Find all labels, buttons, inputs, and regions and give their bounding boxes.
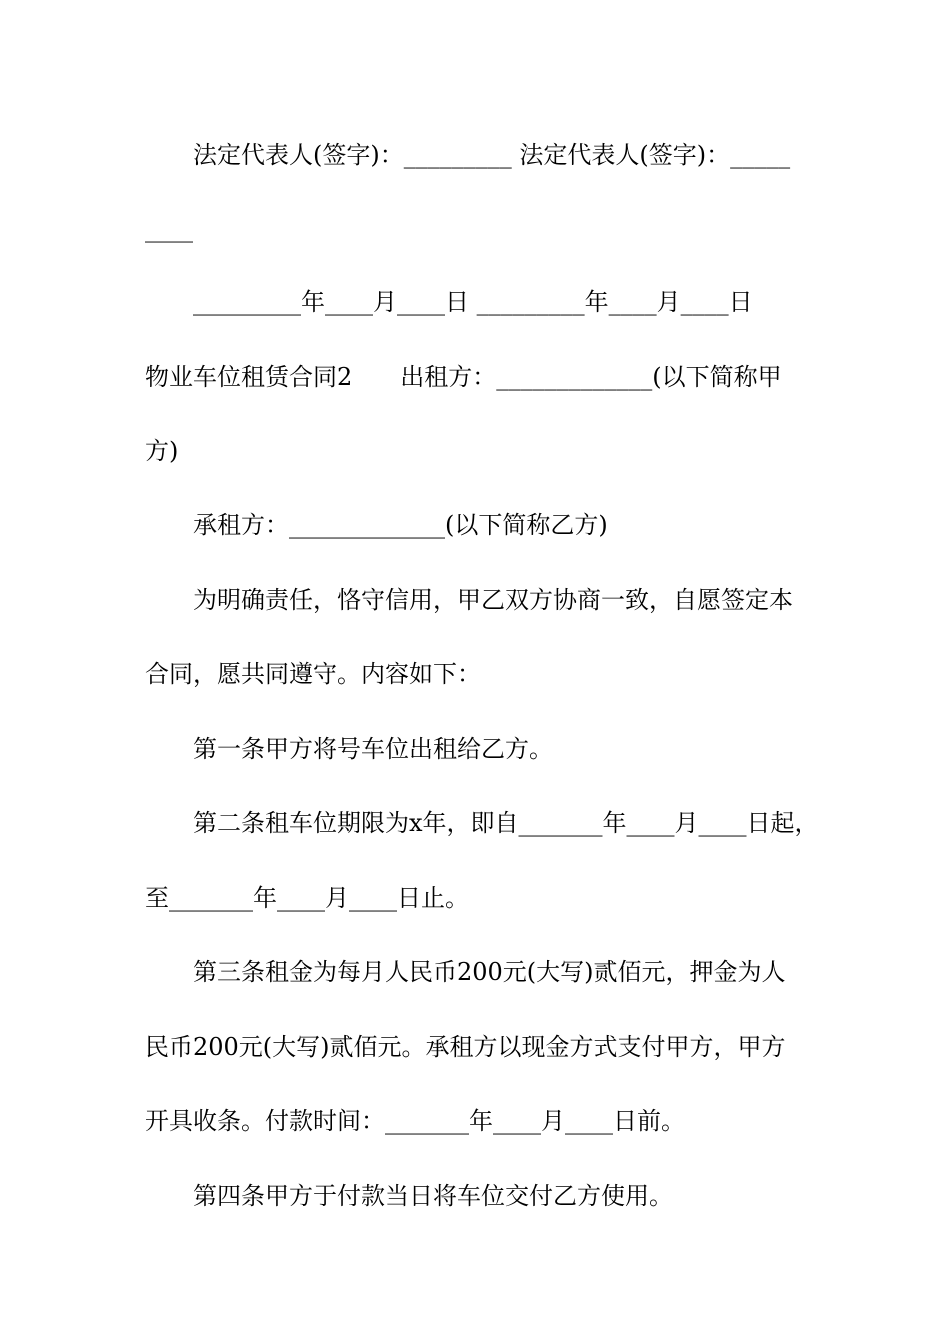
article-2: 第二条租车位期限为x年，即自_______年____月____日起，: [193, 809, 819, 837]
preamble-paragraph: 为明确责任，恪守信用，甲乙双方协商一致，自愿签定本: [193, 586, 793, 614]
signature-line: 法定代表人(签字)：_________ 法定代表人(签字)：_____: [193, 141, 791, 169]
article-1: 第一条甲方将号车位出租给乙方。: [193, 735, 553, 763]
lessor-line-continued: 方): [145, 437, 179, 465]
signature-line-continued: ____: [145, 215, 193, 243]
preamble-paragraph-continued: 合同，愿共同遵守。内容如下：: [145, 660, 481, 688]
article-2-continued: 至_______年____月____日止。: [145, 884, 469, 912]
date-line: _________年____月____日 _________年____月____日: [193, 288, 753, 316]
lessee-line: 承租方：_____________(以下简称乙方): [193, 511, 608, 539]
article-3: 第三条租金为每月人民币200元(大写)贰佰元，押金为人: [193, 958, 786, 986]
contract-title-lessor-line: 物业车位租赁合同2 出租方：_____________(以下简称甲: [145, 363, 782, 391]
article-3-continued: 民币200元(大写)贰佰元。承租方以现金方式支付甲方，甲方: [145, 1033, 786, 1061]
article-4: 第四条甲方于付款当日将车位交付乙方使用。: [193, 1182, 673, 1210]
article-3-continued-2: 开具收条。付款时间：_______年____月____日前。: [145, 1107, 685, 1135]
